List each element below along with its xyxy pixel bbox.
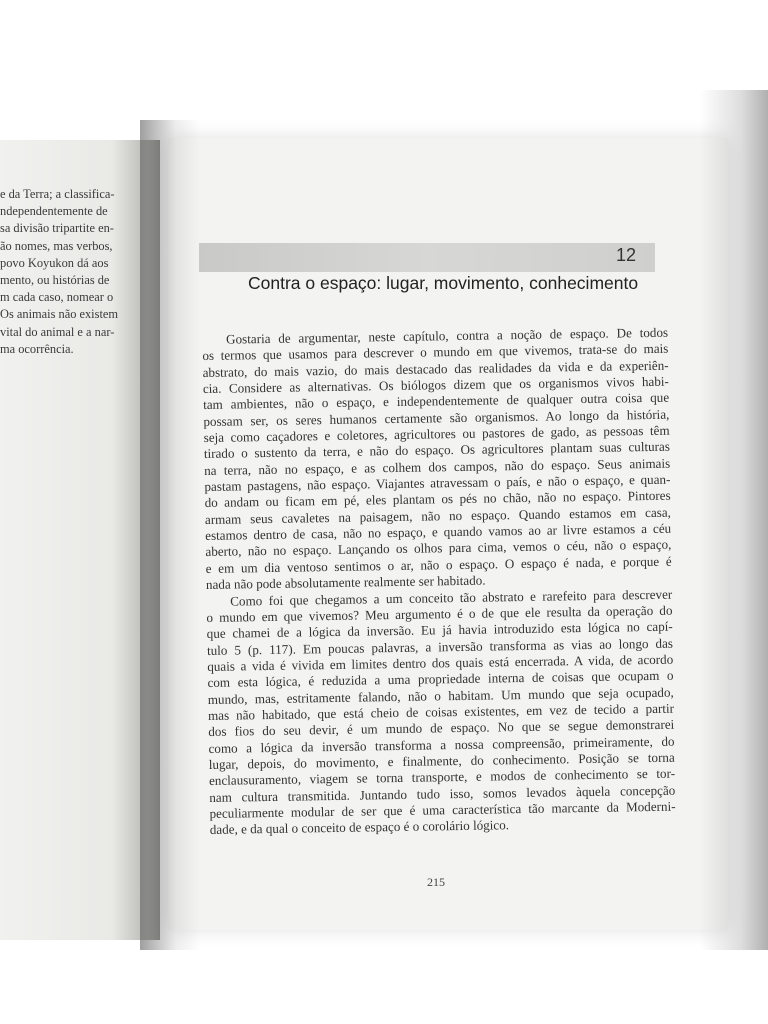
text-line: armam seus cavaletes na paisagem, não no espaço. Quando estamos em casa, (204, 504, 672, 527)
text-line: aberto, não no espaço. Lançando os olhos para cima, vemos o céu, não o espaço, (205, 537, 672, 560)
text-line: possam ser, os seres humanos certamente são organismos. Ao longo da história, (203, 406, 670, 429)
text-line: do andam ou ficam em pé, eles plantam os pés no chão, não no espaço. Pintores (204, 488, 671, 511)
text-line: seja como caçadores e coletores, agricultores ou pastores de gado, as pessoas têm (203, 422, 670, 446)
text-line: vital do animal e a nar- (0, 324, 115, 339)
book-gutter-shadow (140, 120, 200, 950)
text-line: os termos que usamos para descrever o mundo em que vivemos, trata-se do mais (202, 341, 669, 364)
text-line: tirado o sustento da terra, e não do espaço. Os agricultores plantam suas culturas (203, 439, 670, 462)
text-line: Como foi que chegamos a um conceito tão abstrato e rarefeito para descrever (230, 586, 673, 609)
text-line: m cada caso, nomear o (0, 290, 114, 305)
chapter-header-bar (199, 243, 655, 272)
text-line: povo Koyukon dá aos (0, 255, 109, 270)
text-line: mas não habitado, que está cheio de coisas existentes, em vez de tecido a partir (207, 700, 675, 723)
text-line: Gostaria de argumentar, neste capítulo, contra a noção de espaço. De todos (225, 324, 669, 347)
text-line: lugar, depois, do movimento, e finalmente, do conhecimento. Posição se torna (208, 749, 675, 772)
text-line: enclausuramento, viagem se torna transporte, e modos de conhecimento se tor- (208, 765, 676, 789)
previous-page-text (0, 186, 132, 358)
text-line: na terra, não no espaço, e as colhem dos campos, não do espaço. Seus animais (204, 455, 671, 478)
paragraph-2 (206, 586, 676, 838)
text-line: como a lógica da inversão transforma a nossa compreensão, primeiramente, do (208, 733, 675, 756)
text-line: o mundo em que vivemos? Meu argumento é o de que ele resulta da operação do (206, 602, 673, 625)
text-line: ndependentemente de (0, 204, 108, 219)
text-line: Os animais não existem (0, 307, 119, 322)
chapter-body (202, 325, 676, 839)
chapter-title: Contra o espaço: lugar, movimento, conhecimento (248, 273, 639, 293)
text-line: nam cultura transmitida. Juntando tudo isso, somos levados àquela concepção (209, 782, 676, 805)
text-line: cia. Considere as alternativas. Os biólogos dizem que os organismos vivos habi- (202, 373, 669, 397)
text-line: ma ocorrência. (0, 341, 74, 356)
text-line: tam ambientes, não o espaço, e independentemente de qualquer outra coisa que (203, 390, 670, 413)
page-number: 215 (427, 875, 445, 889)
text-line: pastam pastagens, não espaço. Viajantes atravessam o país, e não o espaço, e quan- (204, 471, 671, 495)
page-edge-shadow (700, 90, 768, 950)
text-line: e da Terra; a classifica- (0, 187, 115, 201)
text-line: dade, e da qual o conceito de espaço é o corolário lógico. (209, 817, 510, 838)
text-line: com esta lógica, é reduzida a uma propriedade interna de coisas que ocupam o (207, 667, 674, 691)
text-line: ão nomes, mas verbos, (0, 238, 113, 253)
text-line: mento, ou histórias de (0, 273, 110, 288)
text-line: abstrato, do mais vazio, do mais destacado das realidades da vida e da experiên- (202, 357, 669, 380)
paragraph-1 (202, 325, 672, 594)
text-line: quais a vida é vivida em limites dentro dos quais está encerrada. A vida, de acordo (207, 651, 674, 674)
text-line: mundo, mas, estritamente falando, não o habitam. Um mundo que seja ocupado, (207, 684, 674, 707)
text-line: dos fios do seu devir, é um mundo de espaço. No que se segue demonstrarei (208, 716, 675, 740)
text-line: sa divisão tripartite en- (0, 221, 114, 236)
text-line: peculiarmente modular de ser que é uma característica tão marcante da Moderni- (209, 798, 676, 821)
text-line: e em um dia ventoso sentimos o ar, não o espaço. O espaço é nada, e porque é (205, 553, 672, 576)
text-line: estamos dentro de casa, não no espaço, e quando vamos ao ar livre estamos a céu (205, 520, 672, 544)
chapter-number: 12 (616, 245, 637, 265)
text-line: que chamei de a lógica da inversão. Eu já havia introduzido esta lógica no capí- (206, 618, 673, 642)
text-line: tulo 5 (p. 117). Em poucas palavras, a inversão transforma as vias ao longo das (206, 635, 674, 658)
text-line: nada não pode absolutamente realmente ser habitado. (205, 572, 486, 593)
